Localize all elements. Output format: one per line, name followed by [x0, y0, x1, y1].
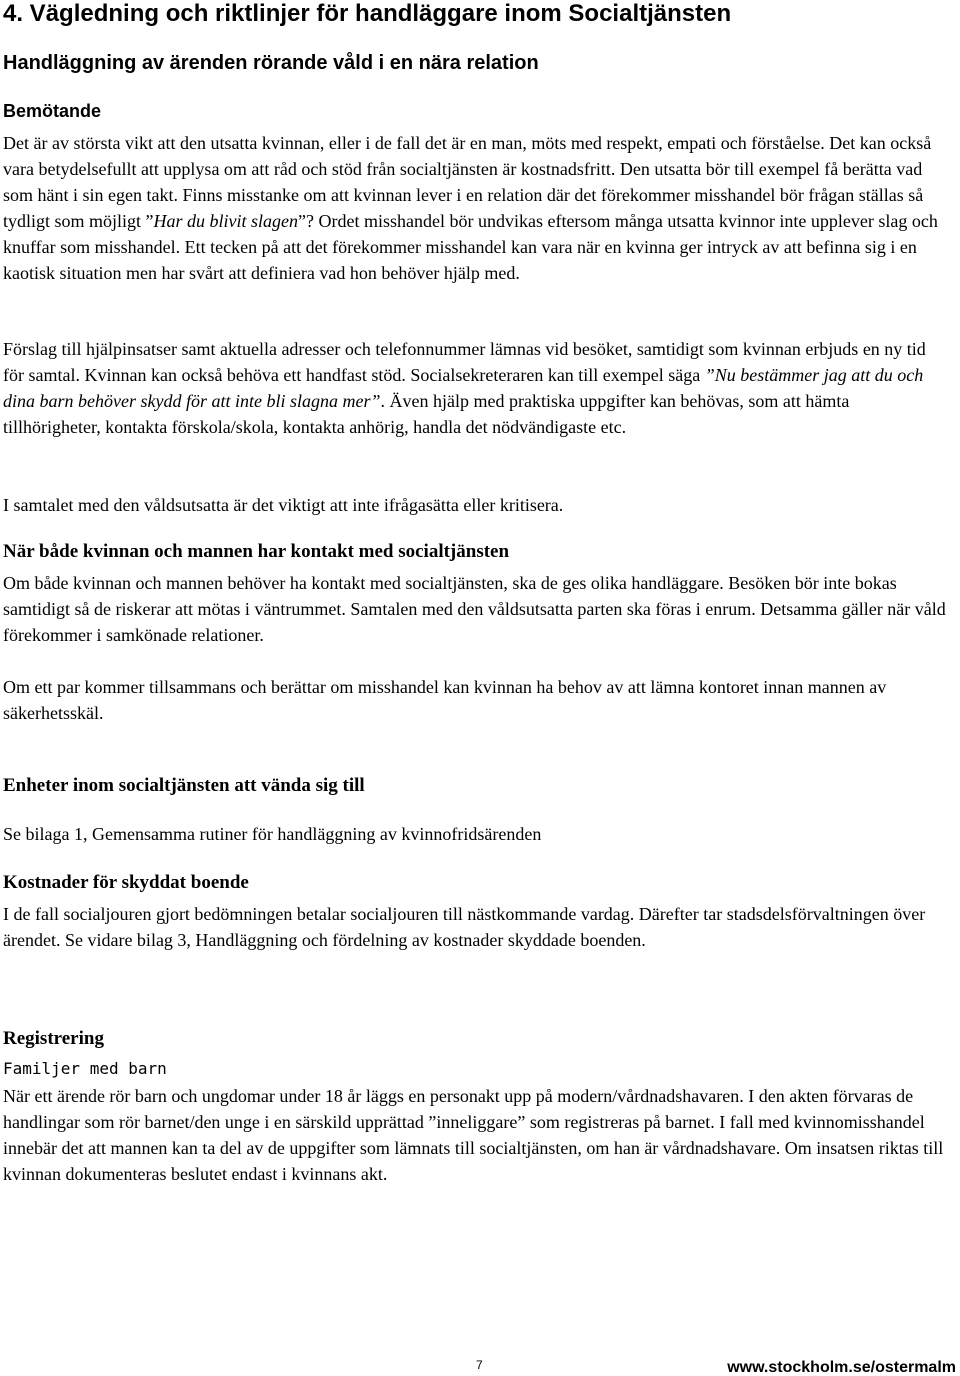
- enheter-paragraph-1: Se bilaga 1, Gemensamma rutiner för handläggning av kvinnofridsärenden: [3, 824, 542, 844]
- registrering-subtitle: Familjer med barn: [3, 1059, 167, 1078]
- section-title-registrering: Registrering: [3, 1028, 104, 1049]
- section-title-bemotande: Bemötande: [3, 101, 102, 121]
- bemotande-p1-quote: Har du blivit slagen: [153, 211, 299, 231]
- footer-url: www.stockholm.se/ostermalm: [727, 1359, 956, 1376]
- page-heading: 4. Vägledning och riktlinjer för handläggare inom Socialtjänsten: [3, 0, 732, 27]
- page-subheading: Handläggning av ärenden rörande våld i en nära relation: [3, 52, 539, 74]
- kostnader-paragraph-1: I de fall socialjouren gjort bedömningen betalar socialjouren till nästkommande vardag. Därefter tar stadsdelsförvaltningen över ärendet. Se vidare bilag 3, Handläggning och fördelning av kostnader skyddade boenden.: [3, 904, 926, 950]
- kontakt-paragraph-2: Om ett par kommer tillsammans och berättar om misshandel kan kvinnan ha behov av att lämna kontoret innan mannen av säkerhetsskäl.: [3, 677, 887, 723]
- bemotande-paragraph-1: [3, 130, 951, 286]
- bemotande-p2-text-a: Förslag till hjälpinsatser samt aktuella adresser och telefonnummer lämnas vid besöket, samtidigt som kvinnan erbjuds en ny tid för samtal. Kvinnan kan också behöva ett handfast stöd. Socialsekreteraren kan till exempel säga: [3, 339, 926, 385]
- registrering-paragraph-1: När ett ärende rör barn och ungdomar under 18 år läggs en personakt upp på modern/vårdnadshavaren. I den akten förvaras de handlingar som rör barnet/den unge i en särskild upprättad ”inneliggare” som registreras på barnet. I fall med kvinnomisshandel innebär det att mannen kan ta del av de uppgifter som lämnats till socialtjänsten, om han är vårdnadshavare. Om insatsen riktas till kvinnan dokumenteras beslutet endast i kvinnans akt.: [3, 1086, 944, 1184]
- page-number: 7: [476, 1358, 483, 1372]
- kontakt-paragraph-1: Om både kvinnan och mannen behöver ha kontakt med socialtjänsten, ska de ges olika handläggare. Besöken bör inte bokas samtidigt så de riskerar att mötas i väntrummet. Samtalen med den våldsutsatta parten ska föras i enrum. Detsamma gäller när våld förekommer i samkönade relationer.: [3, 573, 946, 645]
- bemotande-p2-quote: ”Nu bestämmer jag att du och dina barn behöver skydd för att inte bli slagna mer”: [3, 365, 924, 411]
- bemotande-p2-text-b: . Även hjälp med praktiska uppgifter kan behövas, som att hämta tillhörigheter, kontakta förskola/skola, kontakta anhörig, handla det nödvändigaste etc.: [3, 391, 850, 437]
- bemotande-p1-text-b: ”? Ordet misshandel bör undvikas eftersom många utsatta kvinnor inte upplever slag och knuffar som misshandel. Ett tecken på att det förekommer misshandel kan vara när en kvinna ger intryck av att befinna sig i en kaotisk situation men har svårt att definiera vad hon behöver hjälp med.: [3, 211, 938, 283]
- section-title-enheter: Enheter inom socialtjänsten att vända sig till: [3, 775, 365, 796]
- section-title-kostnader: Kostnader för skyddat boende: [3, 872, 249, 893]
- bemotande-paragraph-3: I samtalet med den våldsutsatta är det viktigt att inte ifrågasätta eller kritisera.: [3, 495, 564, 515]
- section-title-kontakt: När både kvinnan och mannen har kontakt med socialtjänsten: [3, 541, 510, 562]
- bemotande-paragraph-2: [3, 336, 951, 440]
- bemotande-p1-text-a: Det är av största vikt att den utsatta kvinnan, eller i de fall det är en man, möts med respekt, empati och förståelse. Det kan också vara betydelsefullt att upplysa om att råd och stöd från socialtjänsten är kostnadsfritt. Den utsatta bör till exempel få berätta vad som hänt i sin egen takt. Finns misstanke om att kvinnan lever i en relation där det förekommer misshandel bör frågan ställas så tydligt som möjligt ”: [3, 133, 932, 231]
